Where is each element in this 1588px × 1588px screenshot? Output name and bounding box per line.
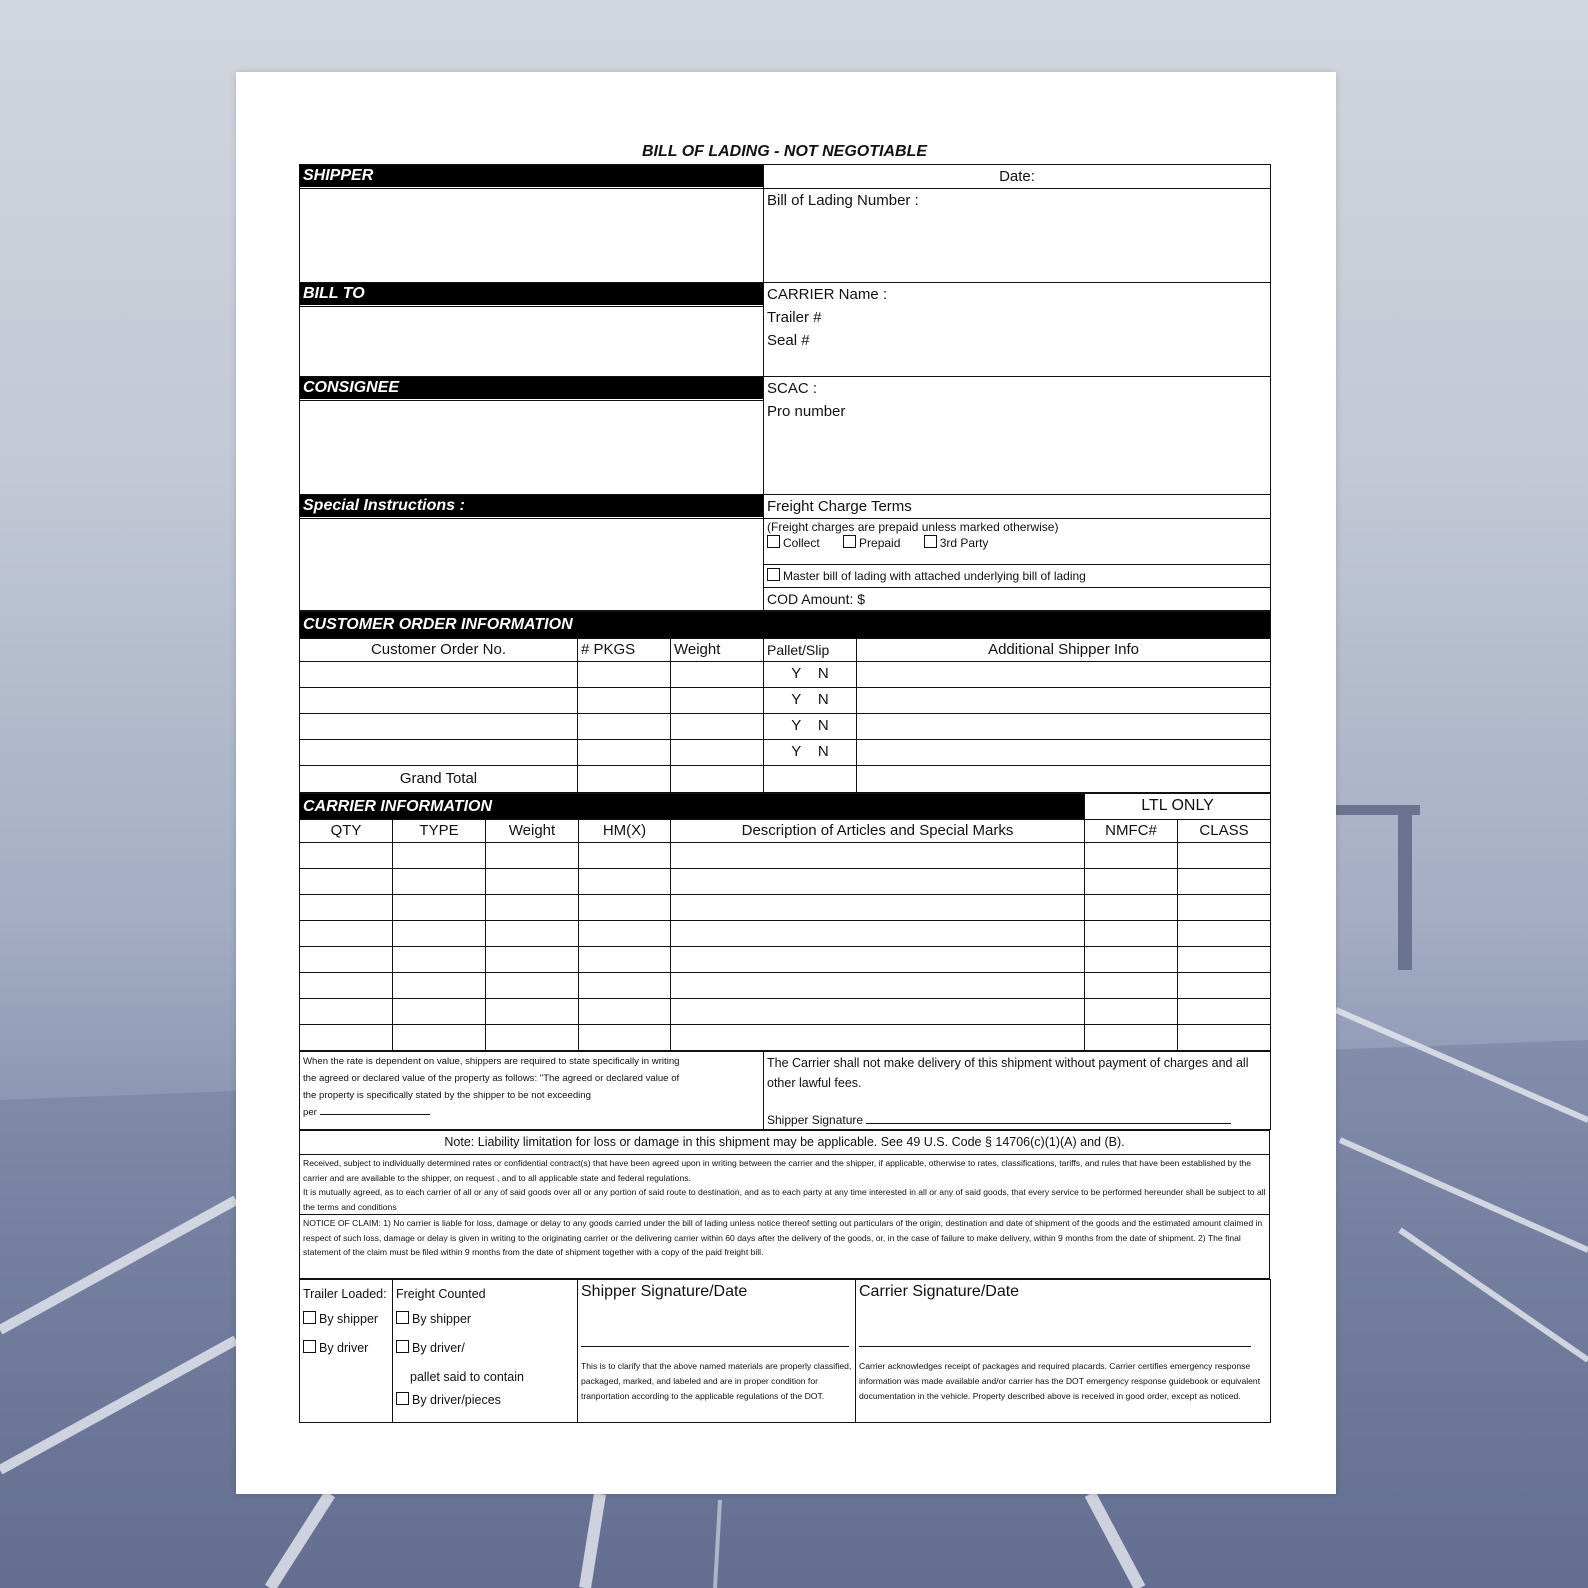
class-cell[interactable] [1178, 1025, 1271, 1051]
grand-total-row [300, 766, 1271, 793]
type-cell[interactable] [393, 973, 486, 999]
shipper-sig-date-field[interactable] [581, 1304, 849, 1347]
received-terms [300, 1155, 1270, 1215]
weight-cell[interactable] [671, 714, 764, 740]
shipper-header: SHIPPER [300, 165, 763, 187]
info-cell[interactable] [857, 688, 1271, 714]
third-party-label: 3rd Party [939, 536, 989, 550]
weight-cell[interactable] [486, 895, 579, 921]
grand-total-label: Grand Total [300, 766, 578, 793]
qty-cell[interactable] [300, 895, 393, 921]
freight-terms-options [764, 519, 1271, 565]
master-bol-cell [764, 565, 1271, 588]
hm-cell[interactable] [579, 999, 671, 1025]
consignee-field[interactable] [300, 401, 764, 495]
freight-terms-cell [764, 495, 1271, 519]
y-option[interactable]: Y [791, 743, 802, 760]
master-bol-checkbox[interactable] [767, 568, 780, 581]
scac-label: SCAC : [767, 380, 818, 397]
y-option[interactable]: Y [791, 665, 802, 682]
prepaid-label: Prepaid [859, 536, 901, 550]
class-cell[interactable] [1178, 869, 1271, 895]
shipper-field[interactable] [300, 189, 764, 283]
special-instructions-header: Special Instructions : [300, 495, 763, 517]
date-label: Date: [764, 165, 1271, 189]
description-cell[interactable] [671, 869, 1085, 895]
class-cell[interactable] [1178, 999, 1271, 1025]
nmfc-cell[interactable] [1085, 843, 1178, 869]
col-qty: QTY [300, 820, 393, 843]
customer-order-table [299, 611, 1271, 793]
pallet-yn[interactable] [764, 688, 857, 714]
third-party-checkbox[interactable] [924, 535, 937, 548]
carrier-sig-date-field[interactable] [859, 1304, 1251, 1347]
received-text: Received, subject to individually determined rates or confidential contract(s) that have been agreed upon in writing between the carrier and the shipper, if applicable, otherwise to rates, classifications, tariffs, and rules that have been established by the carrier and are available to the shipper, on request , and to all applicable state and federal regulations. [303, 1158, 1252, 1183]
carrier-info-header: CARRIER INFORMATION [300, 794, 1084, 819]
weight-cell[interactable] [486, 921, 579, 947]
counted-by-driver-label: By driver/ [412, 1341, 465, 1355]
pro-number-label: Pro number [767, 403, 846, 420]
n-option[interactable]: N [817, 717, 829, 734]
col-nmfc: NMFC# [1085, 820, 1178, 843]
value-line-3: the property is specifically stated by the shipper to be not exceeding [303, 1090, 591, 1101]
shipper-signature-field[interactable] [866, 1123, 1231, 1124]
n-option[interactable]: N [817, 743, 829, 760]
col-description: Description of Articles and Special Marks [671, 820, 1085, 843]
collect-checkbox[interactable] [767, 535, 780, 548]
pkgs-cell[interactable] [578, 688, 671, 714]
carrier-name-label: CARRIER Name : [767, 286, 888, 303]
driver-pieces-label: By driver/pieces [412, 1393, 501, 1407]
counted-by-shipper-checkbox[interactable] [396, 1311, 409, 1324]
table-row [300, 843, 1271, 869]
notice-of-claim: NOTICE OF CLAIM: 1) No carrier is liable for loss, damage or delay to any goods carried under the bill of lading unless notice thereof setting out particulars of the origin, destination and date of shipment of the goods and the estimated amount claimed in respect of such loss, damage or delay is given in writing to the originating carrier or the delivering carrier within 60 days after the delivery of the goods, or, in the case of failure to make delivery, within 9 months from the date of shipment. 2) The final statement of the claim must be filed within 9 months from the date of shipment together with a copy of the paid freight bill. [300, 1215, 1270, 1279]
trailer-loaded-label: Trailer Loaded: [303, 1287, 387, 1301]
total-info-cell[interactable] [857, 766, 1271, 793]
qty-cell[interactable] [300, 921, 393, 947]
total-pkgs-cell[interactable] [578, 766, 671, 793]
nmfc-cell[interactable] [1085, 921, 1178, 947]
pkgs-cell[interactable] [578, 662, 671, 688]
legal-section [299, 1130, 1270, 1279]
bol-number-field[interactable] [764, 189, 1271, 283]
signature-section [299, 1279, 1271, 1423]
hm-cell[interactable] [579, 947, 671, 973]
n-option[interactable]: N [817, 691, 829, 708]
pallet-yn[interactable] [764, 662, 857, 688]
bill-to-header: BILL TO [300, 283, 763, 305]
table-row [300, 740, 1271, 766]
pallet-yn[interactable] [764, 714, 857, 740]
col-carrier-weight: Weight [486, 820, 579, 843]
hm-cell[interactable] [579, 973, 671, 999]
shipper-sig-date-label: Shipper Signature/Date [581, 1283, 748, 1300]
hm-cell[interactable] [579, 895, 671, 921]
bill-of-lading-form [299, 140, 1270, 1423]
scac-field[interactable] [764, 377, 1271, 495]
loaded-by-driver-label: By driver [319, 1341, 369, 1355]
hm-cell[interactable] [579, 1025, 671, 1051]
class-cell[interactable] [1178, 947, 1271, 973]
shipper-signature-label: Shipper Signature [767, 1113, 864, 1127]
col-customer-order-no: Customer Order No. [300, 639, 578, 662]
table-row [300, 662, 1271, 688]
y-option[interactable]: Y [791, 717, 802, 734]
total-pallet-cell[interactable] [764, 766, 857, 793]
shipper-signature-cell [578, 1280, 856, 1423]
weight-cell[interactable] [486, 869, 579, 895]
info-cell[interactable] [857, 740, 1271, 766]
hm-cell[interactable] [579, 843, 671, 869]
qty-cell[interactable] [300, 1025, 393, 1051]
table-row [300, 714, 1271, 740]
weight-cell[interactable] [486, 1025, 579, 1051]
loaded-by-shipper-label: By shipper [319, 1312, 379, 1326]
shipper-certification-text: This is to clarify that the above named materials are properly classified, packaged, marked, and labeled and are in proper condition for tranportation according to the applicable regulations of the DOT. [581, 1361, 852, 1401]
qty-cell[interactable] [300, 973, 393, 999]
class-cell[interactable] [1178, 921, 1271, 947]
carrier-certification-text: Carrier acknowledges receipt of packages and required placards. Carrier certifies emergency response information was made available and/or carrier has the DOT emergency response guidebook or equivalent documentation in the vehicle. Property described above is received in good order, except as noticed. [859, 1361, 1261, 1401]
value-line-2: the agreed or declared value of the property as follows: "The agreed or declared value of [303, 1073, 680, 1084]
declared-value-note [300, 1052, 764, 1130]
order-no-cell[interactable] [300, 662, 578, 688]
pkgs-cell[interactable] [578, 740, 671, 766]
weight-cell[interactable] [671, 688, 764, 714]
trailer-label: Trailer # [767, 309, 822, 326]
type-cell[interactable] [393, 921, 486, 947]
pallet-said-label: pallet said to contain [410, 1370, 524, 1384]
ltl-only-label: LTL ONLY [1085, 794, 1271, 820]
table-row [300, 947, 1271, 973]
weight-cell[interactable] [486, 999, 579, 1025]
table-row [300, 869, 1271, 895]
description-cell[interactable] [671, 895, 1085, 921]
consignee-header: CONSIGNEE [300, 377, 763, 399]
type-cell[interactable] [393, 895, 486, 921]
loaded-by-driver-checkbox[interactable] [303, 1340, 316, 1353]
table-row [300, 895, 1271, 921]
cod-amount-field[interactable] [764, 588, 1271, 611]
collect-label: Collect [783, 536, 820, 550]
info-cell[interactable] [857, 662, 1271, 688]
qty-cell[interactable] [300, 999, 393, 1025]
n-option[interactable]: N [817, 665, 829, 682]
bill-to-field[interactable] [300, 307, 764, 377]
per-field[interactable] [320, 1114, 430, 1115]
carrier-name-field[interactable] [764, 283, 1271, 377]
carrier-sig-date-label: Carrier Signature/Date [859, 1283, 1020, 1300]
freight-counted-label: Freight Counted [396, 1287, 486, 1301]
mutual-agreement-text: It is mutually agreed, as to each carrier of all or any of said goods over all or any portion of said route to destination, and as to each party at any time interested in all or any of said goods, that every service to be performed hereunder shall be subject to all the terms and conditions [303, 1187, 1266, 1212]
pkgs-cell[interactable] [578, 714, 671, 740]
class-cell[interactable] [1178, 843, 1271, 869]
type-cell[interactable] [393, 1025, 486, 1051]
description-cell[interactable] [671, 999, 1085, 1025]
freight-terms-note: (Freight charges are prepaid unless marked otherwise) [767, 520, 1059, 534]
weight-cell[interactable] [671, 662, 764, 688]
nmfc-cell[interactable] [1085, 947, 1178, 973]
info-cell[interactable] [857, 714, 1271, 740]
trailer-loaded-cell [300, 1280, 393, 1423]
col-weight: Weight [671, 639, 764, 662]
type-cell[interactable] [393, 843, 486, 869]
weight-cell[interactable] [671, 740, 764, 766]
freight-terms-label: Freight Charge Terms [767, 498, 912, 515]
value-line-1: When the rate is dependent on value, shippers are required to state specifically in writing [303, 1056, 680, 1067]
description-cell[interactable] [671, 843, 1085, 869]
seal-label: Seal # [767, 332, 810, 349]
order-no-cell[interactable] [300, 740, 578, 766]
description-cell[interactable] [671, 921, 1085, 947]
hm-cell[interactable] [579, 921, 671, 947]
table-row [300, 1025, 1271, 1051]
customer-order-header: CUSTOMER ORDER INFORMATION [300, 612, 1270, 638]
freight-counted-cell [393, 1280, 578, 1423]
qty-cell[interactable] [300, 947, 393, 973]
table-row [300, 688, 1271, 714]
weight-cell[interactable] [486, 843, 579, 869]
description-cell[interactable] [671, 1025, 1085, 1051]
nmfc-cell[interactable] [1085, 895, 1178, 921]
col-pallet-slip: Pallet/Slip [764, 639, 857, 662]
col-hm: HM(X) [579, 820, 671, 843]
type-cell[interactable] [393, 947, 486, 973]
cod-amount-label: COD Amount: $ [767, 591, 866, 607]
top-section-table [299, 164, 1271, 611]
type-cell[interactable] [393, 869, 486, 895]
qty-cell[interactable] [300, 843, 393, 869]
loaded-by-shipper-checkbox[interactable] [303, 1311, 316, 1324]
nmfc-cell[interactable] [1085, 999, 1178, 1025]
col-pkgs: # PKGS [578, 639, 671, 662]
bol-number-label: Bill of Lading Number : [767, 192, 919, 209]
order-no-cell[interactable] [300, 714, 578, 740]
order-no-cell[interactable] [300, 688, 578, 714]
master-bol-label: Master bill of lading with attached underlying bill of lading [783, 569, 1086, 583]
liability-note: Note: Liability limitation for loss or damage in this shipment may be applicable. See 49 U.S. Code § 14706(c)(1)(A) and (B). [300, 1131, 1270, 1155]
y-option[interactable]: Y [791, 691, 802, 708]
weight-cell[interactable] [486, 973, 579, 999]
carrier-signature-cell [856, 1280, 1271, 1423]
weight-cell[interactable] [486, 947, 579, 973]
hm-cell[interactable] [579, 869, 671, 895]
table-row [300, 973, 1271, 999]
pallet-yn[interactable] [764, 740, 857, 766]
nmfc-cell[interactable] [1085, 869, 1178, 895]
total-weight-cell[interactable] [671, 766, 764, 793]
qty-cell[interactable] [300, 869, 393, 895]
col-class: CLASS [1178, 820, 1271, 843]
driver-pieces-checkbox[interactable] [396, 1392, 409, 1405]
nmfc-cell[interactable] [1085, 1025, 1178, 1051]
carrier-delivery-text: The Carrier shall not make delivery of this shipment without payment of charges and all other lawful fees. [767, 1056, 1249, 1090]
counted-by-driver-checkbox[interactable] [396, 1340, 409, 1353]
carrier-delivery-note [764, 1052, 1271, 1130]
special-instructions-field[interactable] [300, 519, 764, 611]
value-line-4: per [303, 1107, 317, 1118]
table-row [300, 921, 1271, 947]
class-cell[interactable] [1178, 973, 1271, 999]
col-type: TYPE [393, 820, 486, 843]
description-cell[interactable] [671, 947, 1085, 973]
nmfc-cell[interactable] [1085, 973, 1178, 999]
class-cell[interactable] [1178, 895, 1271, 921]
carrier-info-table [299, 793, 1271, 1051]
form-title: BILL OF LADING - NOT NEGOTIABLE [641, 143, 928, 160]
declared-value-section [299, 1051, 1271, 1130]
col-additional-info: Additional Shipper Info [857, 639, 1271, 662]
prepaid-checkbox[interactable] [843, 535, 856, 548]
table-row [300, 999, 1271, 1025]
type-cell[interactable] [393, 999, 486, 1025]
description-cell[interactable] [671, 973, 1085, 999]
counted-by-shipper-label: By shipper [412, 1312, 472, 1326]
